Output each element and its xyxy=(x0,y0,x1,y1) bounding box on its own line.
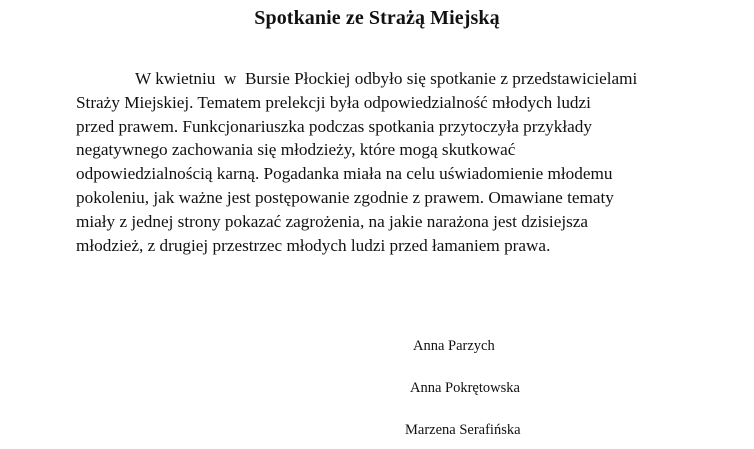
paragraph-line: miały z jednej strony pokazać zagrożenia, na jakie narażona jest dzisiejsza xyxy=(76,211,589,231)
paragraph-line: negatywnego zachowania się młodzieży, które mogą skutkować xyxy=(76,140,516,160)
paragraph-line: przed prawem. Funkcjonariuszka podczas spotkania przytoczyła przykłady xyxy=(76,116,592,136)
paragraph-line: W kwietniu w Bursie Płockiej odbyło się spotkanie z przedstawicielami xyxy=(135,69,638,88)
paragraph-line: pokoleniu, jak ważne jest postępowanie zgodnie z prawem. Omawiane tematy xyxy=(76,187,614,207)
signature-name: Anna Parzych xyxy=(413,338,495,354)
signature-name: Anna Pokrętowska xyxy=(410,380,520,396)
body-paragraph xyxy=(76,67,676,257)
paragraph-line: młodzież, z drugiej przestrzec młodych ludzi przed łamaniem prawa. xyxy=(76,235,551,255)
paragraph-line: odpowiedzialnością karną. Pogadanka miała na celu uświadomienie młodemu xyxy=(76,164,613,184)
paragraph-line: Straży Miejskiej. Tematem prelekcji była odpowiedzialność młodych ludzi xyxy=(76,92,591,112)
signature-name: Marzena Serafińska xyxy=(405,422,521,438)
document-title: Spotkanie ze Strażą Miejską xyxy=(254,7,500,29)
